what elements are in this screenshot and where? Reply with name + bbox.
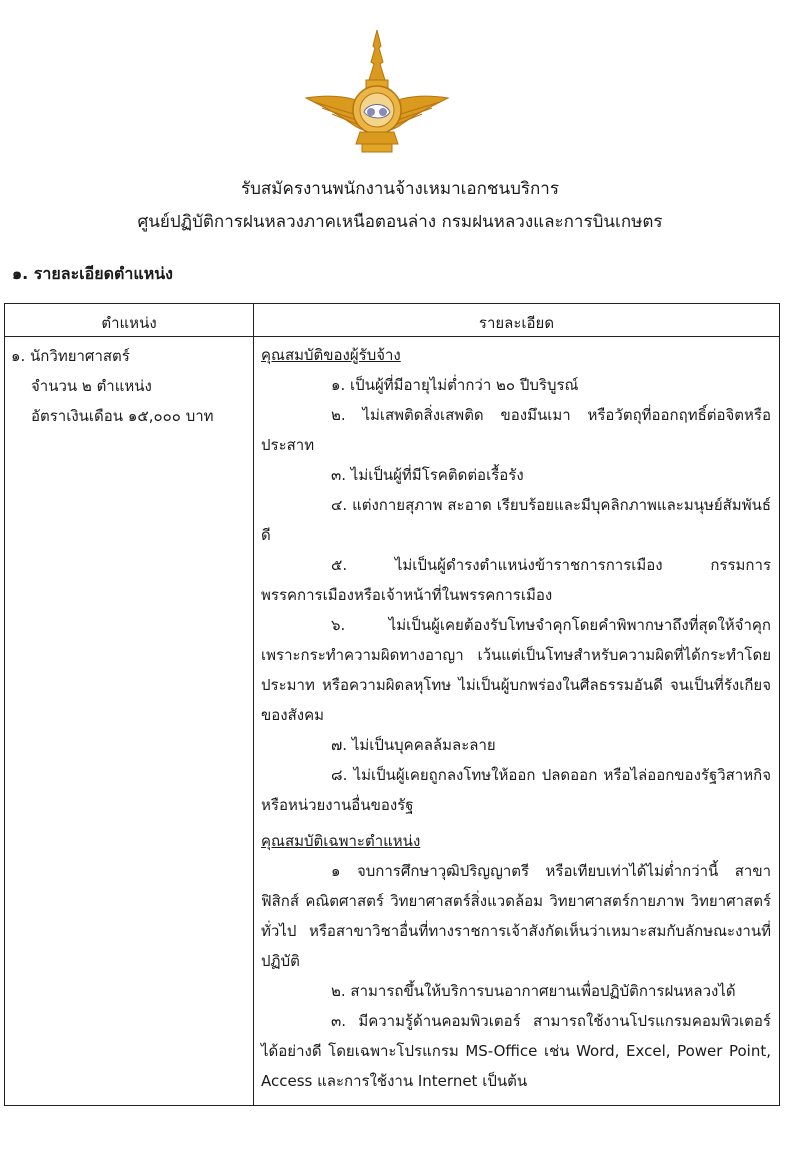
- position-table: [4, 303, 780, 1106]
- general-qualification-item: ๕. ไม่เป็นผู้ดำรงตำแหน่งข้าราชการการเมือง กรรมการพรรคการเมืองหรือเจ้าหน้าที่ในพรรคการเมือง: [261, 556, 771, 604]
- specific-qualification-item: ๓. มีความรู้ด้านคอมพิวเตอร์ สามารถใช้งานโปรแกรมคอมพิวเตอร์ได้อย่างดี โดยเฉพาะโปรแกรม MS-Office เช่น Word, Excel, Power Point, Access และการใช้งาน Internet เป็นต้น: [261, 1012, 771, 1090]
- position-details: [261, 340, 771, 1096]
- position-count: จำนวน ๒ ตำแหน่ง: [31, 377, 152, 395]
- page-title: รับสมัครงานพนักงานจ้างเหมาเอกชนบริการ: [240, 179, 559, 199]
- specific-qualification-item: ๒. สามารถขึ้นให้บริการบนอากาศยานเพื่อปฏิบัติการฝนหลวงได้: [331, 982, 736, 1000]
- table-header-divider: [5, 336, 779, 337]
- section-heading: ๑. รายละเอียดตำแหน่ง: [12, 264, 173, 283]
- specific-qualification-item: ๑ จบการศึกษาวุฒิปริญญาตรี หรือเทียบเท่าได้ไม่ต่ำกว่านี้ สาขาฟิสิกส์ คณิตศาสตร์ วิทยาศาสตร์สิ่งแวดล้อม วิทยาศาสตร์กายภาพ วิทยาศาสตร์ทั่วไป หรือสาขาวิชาอื่นที่ทางราชการเจ้าสังกัดเห็นว่าเหมาะสมกับลักษณะงานที่ปฏิบัติ: [261, 862, 771, 970]
- general-qualification-item: ๘. ไม่เป็นผู้เคยถูกลงโทษให้ออก ปลดออก หรือไล่ออกของรัฐวิสาหกิจหรือหน่วยงานอื่นของรัฐ: [261, 766, 771, 814]
- general-qualification-item: ๓. ไม่เป็นผู้ที่มีโรคติดต่อเรื้อรัง: [331, 466, 524, 484]
- column-header-detail: รายละเอียด: [478, 314, 555, 332]
- general-qualification-item: ๒. ไม่เสพติดสิ่งเสพติด ของมึนเมา หรือวัตถุที่ออกฤทธิ์ต่อจิตหรือประสาท: [261, 406, 771, 454]
- position-salary: อัตราเงินเดือน ๑๕,๐๐๐ บาท: [31, 407, 214, 425]
- royal-rainmaking-emblem-icon: [302, 28, 452, 168]
- general-qualification-item: ๖. ไม่เป็นผู้เคยต้องรับโทษจำคุกโดยคำพิพากษาถึงที่สุดให้จำคุกเพราะกระทำความผิดทางอาญา เว้นแต่เป็นโทษสำหรับความผิดที่ได้กระทำโดยประมาท หรือความผิดลหุโทษ ไม่เป็นผู้บกพร่องในศีลธรรมอันดี จนเป็นที่รังเกียจของสังคม: [261, 616, 771, 724]
- position-name: ๑. นักวิทยาศาสตร์: [11, 347, 130, 365]
- general-qualification-item: ๗. ไม่เป็นบุคคลล้มละลาย: [331, 736, 496, 754]
- general-qualifications-heading: คุณสมบัติของผู้รับจ้าง: [261, 346, 401, 364]
- page-subtitle: ศูนย์ปฏิบัติการฝนหลวงภาคเหนือตอนล่าง กรมฝนหลวงและการบินเกษตร: [137, 212, 663, 232]
- specific-qualifications-heading: คุณสมบัติเฉพาะตำแหน่ง: [261, 832, 421, 850]
- emblem-graphic: [302, 28, 452, 168]
- table-column-divider: [253, 304, 254, 1105]
- general-qualification-item: ๑. เป็นผู้ที่มีอายุไม่ต่ำกว่า ๒๐ ปีบริบูรณ์: [331, 376, 579, 394]
- general-qualification-item: ๔. แต่งกายสุภาพ สะอาด เรียบร้อยและมีบุคลิกภาพและมนุษย์สัมพันธ์ดี: [261, 496, 771, 544]
- column-header-position: ตำแหน่ง: [101, 314, 157, 332]
